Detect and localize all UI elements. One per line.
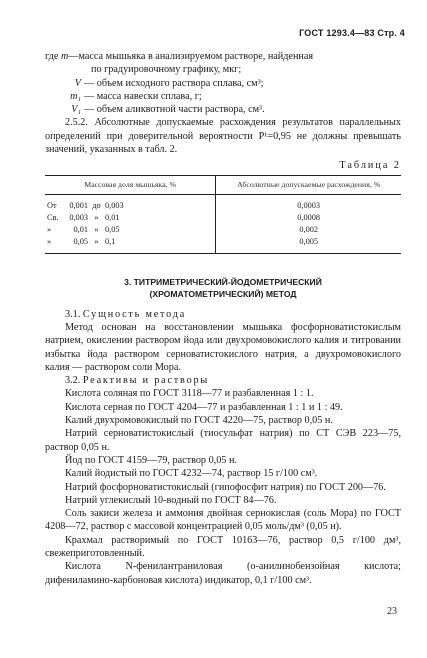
range-prefix: » bbox=[47, 225, 52, 235]
tolerance-value: 0,0003 bbox=[297, 200, 321, 210]
reagent-item: Калий йодистый по ГОСТ 4232—74, раствор 15 г/100 см³. bbox=[65, 468, 318, 480]
range-from: 0,003 bbox=[69, 213, 88, 223]
reagent-item: Йод по ГОСТ 4159—79, раствор 0,05 н. bbox=[65, 454, 237, 466]
section-3-heading bbox=[45, 276, 401, 300]
definition-row bbox=[45, 90, 401, 103]
reagent-item: Соль закиси железа и аммония двойная сернокислая (соль Мора) по ГОСТ 4208—72, раствор с массовой концентрацией 0,05 моль/дм³ (0,05 н). bbox=[45, 508, 401, 533]
paragraph-2-5-2: 2.5.2. Абсолютные допускаемые расхождения результатов параллельных определений при доверительной вероятности P¹=0,95 не должны превышать значений, указанных в табл. 2. bbox=[45, 117, 401, 156]
definition-sep: — bbox=[84, 90, 97, 102]
reagent-item: Натрий углекислый 10-водный по ГОСТ 84—76. bbox=[65, 494, 277, 506]
range-from: 0,001 bbox=[69, 200, 88, 210]
range-prefix: От bbox=[47, 200, 57, 210]
range-prefix: Св. bbox=[47, 213, 59, 223]
definition-term: m bbox=[60, 51, 69, 62]
subsection-title: Реактивы и растворы bbox=[82, 375, 210, 387]
range-to: 0,05 bbox=[105, 225, 120, 235]
section-3-title-line2: (ХРОМАТОМЕТРИЧЕСКИЙ) МЕТОД bbox=[149, 288, 297, 299]
reagent-item: Калий двухромовокислый по ГОСТ 4220—75, раствор 0,05 н. bbox=[65, 415, 333, 427]
table-title: Таблица 2 bbox=[339, 160, 401, 172]
definition-sep: — bbox=[84, 77, 97, 89]
definition-continuation: по градуировочному графику, мкг; bbox=[91, 64, 242, 76]
range-sep: » bbox=[94, 225, 99, 235]
definition-row bbox=[45, 103, 401, 116]
definition-row bbox=[45, 77, 401, 90]
definition-text: масса навески сплава, г; bbox=[96, 90, 202, 102]
page-number: 23 bbox=[387, 606, 397, 617]
subsection-title: Сущность метода bbox=[82, 308, 187, 320]
range-to: 0,1 bbox=[105, 237, 116, 247]
formula-definitions bbox=[45, 50, 401, 116]
section-3-title-line1: 3. ТИТРИМЕТРИЧЕСКИЙ-ЙОДОМЕТРИЧЕСКИЙ bbox=[124, 276, 322, 287]
table-row bbox=[45, 212, 401, 224]
range-prefix: » bbox=[47, 237, 52, 247]
tolerance-value: 0,002 bbox=[299, 225, 319, 235]
table-header-tolerance: Абсолютные допускаемые расхождения, % bbox=[216, 175, 401, 194]
subsection-3-2-heading bbox=[45, 374, 401, 387]
definition-text: масса мышьяка в анализируемом растворе, найденная bbox=[78, 51, 314, 62]
range-to: 0,003 bbox=[105, 200, 124, 210]
range-sep: » bbox=[94, 213, 99, 223]
subsection-3-1-heading bbox=[45, 308, 401, 321]
definition-lead: где bbox=[45, 51, 59, 62]
reagent-item: Натрий серноватистокислый (тиосульфат натрия) по СТ СЭВ 223—75, раствор 0,05 н. bbox=[45, 428, 401, 453]
table-header-mass-fraction: Массовая доля мышьяка, % bbox=[45, 175, 216, 194]
page-header: ГОСТ 1293.4—83 Стр. 4 bbox=[299, 28, 405, 38]
table-row bbox=[45, 236, 401, 253]
reagent-item: Крахмал растворимый по ГОСТ 10163—76, раствор 0,5 г/100 дм³, свежеприготовленный. bbox=[45, 534, 401, 560]
definition-term: m₁ bbox=[70, 90, 81, 102]
subsection-number: 3.2. bbox=[65, 375, 81, 387]
definition-term: V₁ bbox=[71, 104, 81, 116]
range-sep: » bbox=[94, 237, 99, 247]
reagent-item: Кислота соляная по ГОСТ 3118—77 и разбавленная 1 : 1. bbox=[65, 388, 314, 400]
range-sep: до bbox=[92, 200, 101, 210]
range-to: 0,01 bbox=[105, 213, 120, 223]
range-from: 0,01 bbox=[73, 225, 88, 235]
definition-row bbox=[45, 50, 401, 63]
definition-sep: — bbox=[84, 104, 97, 116]
tolerance-table bbox=[45, 175, 401, 254]
tolerance-value: 0,0008 bbox=[297, 213, 321, 223]
subsection-number: 3.1. bbox=[65, 308, 81, 320]
definition-term: V bbox=[74, 77, 81, 89]
page-body bbox=[45, 50, 401, 587]
tolerance-value: 0,005 bbox=[299, 237, 319, 247]
reagent-item: Кислота серная по ГОСТ 4204—77 и разбавленная 1 : 1 и 1 : 49. bbox=[65, 401, 343, 413]
reagent-item: Натрий фосфорноватистокислый (гипофосфит натрия) по ГОСТ 200—76. bbox=[65, 481, 386, 493]
definition-text: объем исходного раствора сплава, см³; bbox=[96, 77, 264, 89]
table-row bbox=[45, 224, 401, 236]
paragraph-3-1: Метод основан на восстановлении мышьяка фосфорноватистокислым натрием, окислении раствором йода или двухромовокислого калия и титровании избытка йода раствором серноватистокислого натрия, а двухромовокислого калия — раствором соли Мора. bbox=[45, 321, 401, 373]
definition-text: объем аликвотной части раствора, см³. bbox=[96, 104, 265, 116]
reagent-item: Кислота N-фенилантраниловая (о-анилинобензойная кислота; дифениламино-карбоновая кислота) индикатор, 0,1 г/100 см³. bbox=[45, 561, 401, 586]
definition-sep: — bbox=[68, 51, 79, 62]
table-row bbox=[45, 194, 401, 212]
range-from: 0,05 bbox=[73, 237, 88, 247]
